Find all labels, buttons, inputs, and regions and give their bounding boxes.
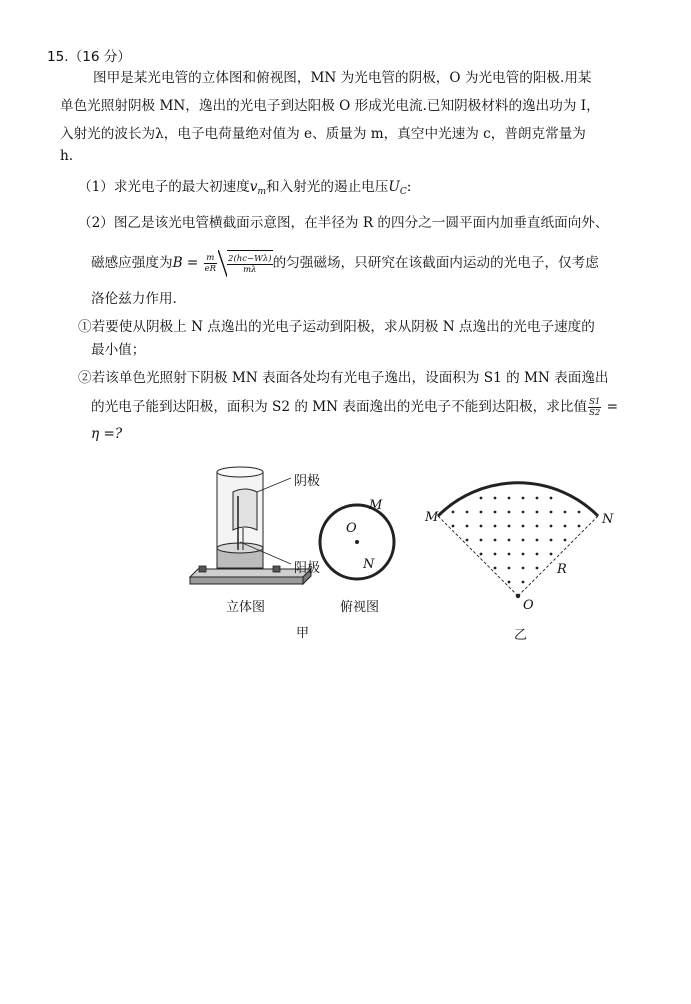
field-dot (452, 525, 455, 528)
figure-jia (185, 462, 415, 642)
field-dot (494, 525, 497, 528)
sub-1-line-1: ①若要使从阴极上 N 点逸出的光电子运动到阳极，求从阴极 N 点逸出的光电子速度的 (78, 319, 595, 335)
field-dot (522, 511, 525, 514)
field-dot (522, 567, 525, 570)
field-dot (536, 567, 539, 570)
field-dot (564, 511, 567, 514)
field-dot (536, 525, 539, 528)
equals-sign: = (182, 255, 203, 271)
part-1 (78, 177, 411, 202)
field-dot (508, 567, 511, 570)
base-plate (190, 569, 311, 577)
field-dot (466, 511, 469, 514)
sub-2-line-1: ②若该单色光照射下阴极 MN 表面各处均有光电子逸出，设面积为 S1 的 MN 表面逸出 (78, 370, 609, 386)
field-dot (494, 511, 497, 514)
field-dot (578, 525, 581, 528)
intro-line-2: 单色光照射阴极 MN，逸出的光电子到达阳极 O 形成光电流.已知阴极材料的逸出功为 I， (60, 98, 600, 114)
field-dot (480, 497, 483, 500)
top-view-caption: 俯视图 (340, 600, 380, 615)
sub-1-line-2: 最小值； (91, 342, 146, 358)
field-dot (494, 539, 497, 542)
field-dot (508, 497, 511, 500)
field-dot (536, 539, 539, 542)
top-view-label-o: O (346, 521, 357, 536)
vm-symbol: $v_m$ (249, 179, 267, 197)
question-score: （16 分） (68, 49, 132, 65)
field-dot (522, 553, 525, 556)
radius-left (438, 516, 518, 596)
intro-line-4: h. (60, 148, 74, 164)
anode-label: 阳极 (294, 561, 321, 576)
field-dot (466, 525, 469, 528)
anode-dot (355, 540, 359, 544)
cathode-plate (233, 489, 257, 530)
s-ratio: $\frac{S1}{S2}$ (589, 397, 601, 418)
part-1-text-a: （1）求光电子的最大初速度 (78, 179, 250, 195)
field-dot (522, 581, 525, 584)
field-dot (480, 539, 483, 542)
b-symbol: B (172, 255, 183, 271)
part-2-line-3: 洛伦兹力作用. (91, 291, 177, 307)
field-dot (536, 553, 539, 556)
part-1-text-c: : (406, 179, 412, 195)
field-dot (508, 511, 511, 514)
part-2-text-a: 磁感应强度为 (91, 255, 173, 271)
field-dot (550, 553, 553, 556)
field-dot (508, 539, 511, 542)
radius-right (518, 516, 598, 596)
sub-2-equals: = (602, 399, 619, 415)
field-dot (508, 553, 511, 556)
field-dot (480, 525, 483, 528)
part-2-line-2 (91, 250, 599, 277)
top-view-label-m: M (369, 498, 383, 513)
field-dot (508, 525, 511, 528)
field-dot (480, 553, 483, 556)
field-dot (550, 539, 553, 542)
figure-jia-caption: 甲 (296, 626, 310, 641)
question-header (47, 47, 131, 67)
field-dot (494, 497, 497, 500)
field-dot (494, 553, 497, 556)
figure-yi (425, 470, 625, 610)
part-2-text-b: 的匀强磁场，只研究在该截面内运动的光电子，仅考虑 (272, 255, 599, 271)
field-dot (536, 511, 539, 514)
terminal-right (273, 566, 280, 572)
part-1-text-b: 和入射光的遏止电压 (266, 179, 389, 195)
terminal-left (199, 566, 206, 572)
field-dot (564, 539, 567, 542)
intro-line-1: 图甲是某光电管的立体图和俯视图，MN 为光电管的阴极，O 为光电管的阳极.用某 (93, 70, 592, 86)
part-2-line-1: （2）图乙是该光电管横截面示意图，在半径为 R 的四分之一圆平面内加垂直纸面向外、 (78, 215, 609, 231)
question-number: 15. (47, 49, 69, 65)
field-dot (522, 539, 525, 542)
stereo-caption: 立体图 (226, 600, 266, 615)
field-dot (494, 567, 497, 570)
field-dot (508, 581, 511, 584)
fig-yi-label-o: O (523, 598, 534, 613)
field-dot (550, 497, 553, 500)
field-dot (578, 511, 581, 514)
sub-2-line-3: η =? (91, 426, 123, 442)
cathode-label: 阴极 (294, 474, 321, 489)
sub-2-text-a: 的光电子能到达阳极，面积为 S2 的 MN 表面逸出的光电子不能到达阳极，求比值 (91, 399, 588, 415)
field-dot (536, 497, 539, 500)
b-fraction: $\frac{m}{eR}$ (204, 253, 217, 274)
fig-yi-label-m: M (425, 510, 439, 525)
field-dot (522, 497, 525, 500)
sqrt-expression: $\frac{2(hc-W\lambda)}{m\lambda}$ (218, 250, 273, 277)
field-dot (466, 539, 469, 542)
sector-arc (438, 483, 598, 516)
uc-symbol: $U_C$ (388, 179, 407, 197)
fig-yi-label-r: R (557, 562, 567, 577)
field-dot (452, 511, 455, 514)
field-dot (564, 525, 567, 528)
fig-yi-label-n: N (602, 512, 614, 527)
center-point (516, 594, 520, 598)
intro-line-3: 入射光的波长为λ，电子电荷量绝对值为 e、质量为 m，真空中光速为 c，普朗克常量为 (60, 126, 586, 142)
top-view-label-n: N (363, 557, 375, 572)
figure-yi-caption: 乙 (514, 628, 528, 643)
field-dot (550, 511, 553, 514)
field-dot (522, 525, 525, 528)
field-dot (480, 511, 483, 514)
field-dot (550, 525, 553, 528)
sub-2-line-2 (91, 397, 618, 418)
